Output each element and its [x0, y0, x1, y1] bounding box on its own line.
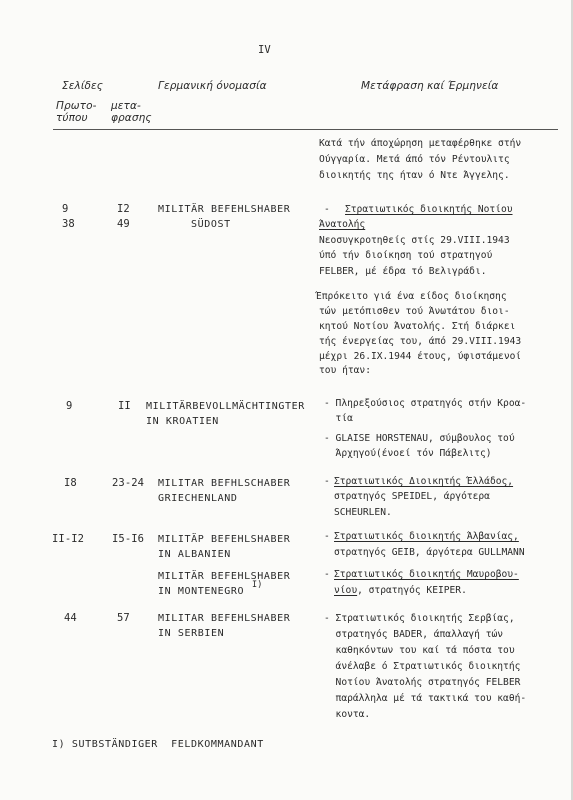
entry-desc: - Πληρεξούσιος στρατηγός στήν Κροα- [324, 398, 527, 409]
orig-page: 9 [62, 203, 69, 215]
header-rule [53, 129, 558, 130]
german-name: IN SERBIEN [158, 628, 225, 639]
entry-title: Στρατιωτικός διοικητής Μαυροβου- [334, 569, 519, 580]
entry-desc: κητού Νοτίου Άνατολής. Στή διάρκει [319, 321, 516, 332]
entry-desc: Νοτίου Άνατολής στρατηγός FELBER [324, 677, 521, 688]
header-pages: Σελίδες [62, 80, 104, 92]
entry-desc: του ήταν: [319, 365, 371, 376]
entry-desc: στρατηγός SPEIDEL, άργότερα [334, 491, 490, 502]
orig-page: 9 [66, 400, 73, 412]
entry-desc: Νεοσυγκροτηθείς στίς 29.VIII.1943 [319, 235, 510, 246]
orig-page: II-I2 [52, 533, 85, 545]
german-name: MILITÄR BEFEHLSHABER [158, 204, 291, 215]
german-name: MILITAR BEFHLSCHABER [158, 478, 291, 489]
german-name: MILITÄRBEVOLLMÄCHTINGTER [146, 401, 305, 412]
entry-desc: κοντα. [324, 709, 371, 720]
intro-line: Ούγγαρία. Μετά άπό τόν Ρέντουλιτς [319, 154, 510, 165]
entry-desc: στρατηγός GEIB, άργότερα GULLMANN [334, 547, 525, 558]
entry-desc: τής ένεργείας του, άπό 29.VIII.1943 [319, 336, 522, 347]
header-translation-2: φρασης [111, 112, 152, 124]
entry-dash: - [324, 204, 330, 215]
entry-title: νίου [334, 585, 358, 596]
header-translation-interpretation: Μετάφραση καί Έρμηνεία [361, 80, 499, 92]
entry-title: Στρατιωτικός Διοικητής Έλλάδος, [334, 476, 514, 487]
header-original-2: τύπου [56, 112, 88, 124]
trans-page: 49 [117, 218, 130, 230]
entry-desc: άνέλαβε ό Στρατιωτικός διοικητής [324, 661, 521, 672]
german-name: IN MONTENEGRO [158, 586, 245, 597]
entry-dash: - [324, 476, 330, 487]
intro-line: διοικητής της ήταν ό Ντε Άγγελης. [319, 170, 510, 181]
german-name: IN KROATIEN [146, 416, 219, 427]
entry-desc: SCHEURLEN. [334, 507, 392, 518]
entry-title: Στρατιωτικός διοικητής Άλβανίας, [334, 531, 519, 542]
entry-desc: ύπό τήν διοίκηση τού στρατηγού [319, 250, 493, 261]
entry-title: Άνατολής [319, 219, 366, 230]
header-original: Πρωτο- [56, 100, 97, 112]
entry-desc: τία [324, 413, 353, 424]
entry-title: Στρατιωτικός διοικητής Νοτίου [345, 204, 513, 215]
trans-page: I2 [117, 203, 130, 215]
entry-desc: Έπρόκειτο γιά ένα είδος διοίκησης [316, 291, 507, 302]
entry-desc: τών μετόπισθεν τού Άνωτάτου διοι- [319, 306, 510, 317]
orig-page: I8 [64, 477, 77, 489]
header-german-name: Γερμανική όνομασία [158, 80, 267, 92]
german-name: SÜDOST [191, 219, 231, 230]
entry-desc: , στρατηγός KEIPER. [357, 585, 467, 596]
german-name: MILITÄP BEFEHLSHABER [158, 534, 291, 545]
footnote: I) SUTBSTÄNDIGER FELDKOMMANDANT [52, 739, 264, 750]
entry-desc: καθηκόντων του καί τά πόστα του [324, 645, 515, 656]
entry-desc: στρατηγός BADER, άπαλλαγή τών [324, 629, 504, 640]
trans-page: II [118, 400, 131, 412]
entry-desc: - Στρατιωτικός διοικητής Σερβίας, [324, 613, 515, 624]
entry-desc: παράλληλα μέ τά τακτικά του καθή- [324, 693, 527, 704]
german-name: GRIECHENLAND [158, 493, 238, 504]
entry-desc-line [334, 584, 467, 597]
header-translation: μετα- [111, 100, 141, 112]
trans-page: I5-I6 [112, 533, 145, 545]
orig-page: 38 [62, 218, 75, 230]
entry-dash: - [324, 531, 330, 542]
german-name: MILITAR BEFEHLSHABER [158, 613, 291, 624]
entry-desc: Άρχηγού(ένοεί τόν Πάβελιτς) [324, 448, 492, 459]
entry-desc: - GLAISE HORSTENAU, σύμβουλος τού [324, 433, 515, 444]
german-name: MILITÄR BEFEHLSHABER [158, 571, 291, 582]
entry-dash: - [324, 569, 330, 580]
entry-desc: μέχρι 26.IX.1944 έτους, ύφιστάμενοί [319, 351, 522, 362]
footnote-mark: I) [252, 580, 263, 590]
trans-page: 57 [117, 612, 130, 624]
orig-page: 44 [64, 612, 77, 624]
german-name: IN ALBANIEN [158, 549, 231, 560]
page-number: IV [258, 44, 271, 56]
entry-desc: FELBER, μέ έδρα τό Βελιγράδι. [319, 266, 487, 277]
trans-page: 23-24 [112, 477, 145, 489]
intro-line: Κατά τήν άποχώρηση μεταφέρθηκε στήν [319, 138, 522, 149]
